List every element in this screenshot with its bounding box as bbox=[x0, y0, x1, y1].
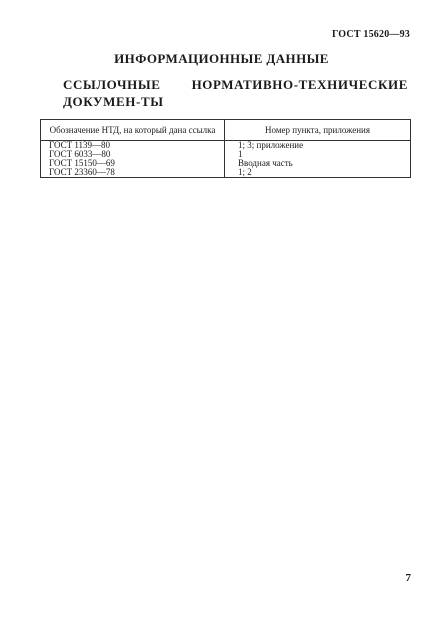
column-header-document: Обозначение НТД, на который дана ссылка bbox=[41, 120, 225, 141]
cell-item: 1; 3; приложение bbox=[225, 141, 411, 151]
cell-item: Вводная часть bbox=[225, 159, 411, 168]
references-table bbox=[40, 119, 411, 178]
cell-document: ГОСТ 23360—78 bbox=[41, 168, 225, 178]
table-header-row bbox=[41, 120, 411, 141]
column-header-item: Номер пункта, приложения bbox=[225, 120, 411, 141]
subsection-title: ССЫЛОЧНЫЕ НОРМАТИВНО-ТЕХНИЧЕСКИЕ ДОКУМЕН-ТЫ bbox=[63, 77, 408, 109]
cell-document: ГОСТ 15150—69 bbox=[41, 159, 225, 168]
cell-document: ГОСТ 1139—80 bbox=[41, 141, 225, 151]
cell-item: 1; 2 bbox=[225, 168, 411, 178]
cell-document: ГОСТ 6033—80 bbox=[41, 150, 225, 159]
cell-item: 1 bbox=[225, 150, 411, 159]
section-title: ИНФОРМАЦИОННЫЕ ДАННЫЕ bbox=[114, 51, 329, 66]
page-number: 7 bbox=[405, 572, 411, 584]
table-row bbox=[41, 168, 411, 178]
document-code: ГОСТ 15620—93 bbox=[331, 29, 410, 40]
